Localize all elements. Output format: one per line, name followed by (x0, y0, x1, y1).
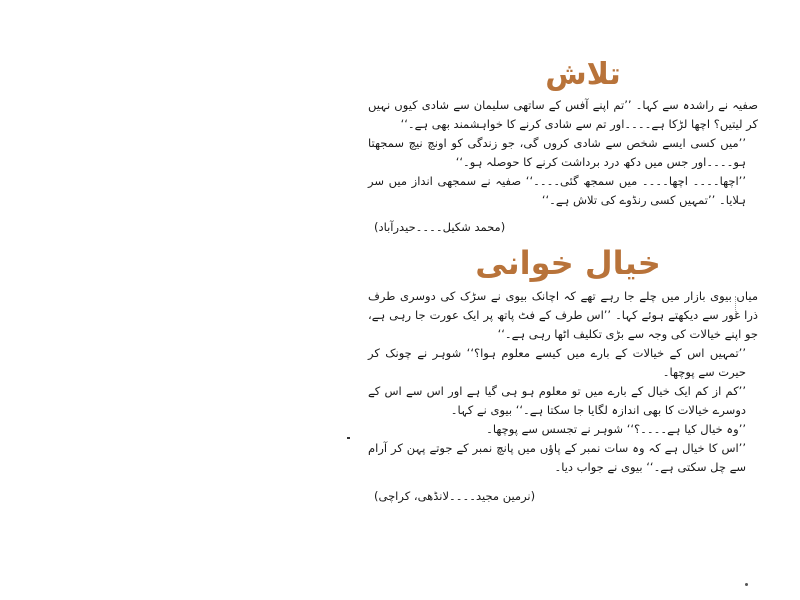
story-paragraph: صفیہ نے راشدہ سے کہا۔ ’’تم اپنے آفس کے ساتھی سلیمان سے شادی کیوں نہیں کر لیتیں؟ اچھا لڑکا ہے۔۔۔۔اور تم سے شادی کرنے کا خواہشمند بھی ہے۔‘‘ (368, 98, 758, 131)
text-column (368, 57, 758, 506)
story-paragraph: ’’وہ خیال کیا ہے۔۔۔۔؟‘‘ شوہر نے تجسس سے پوچھا۔ (486, 422, 746, 436)
story-paragraph: ’’اس کا خیال ہے کہ وہ سات نمبر کے پاؤں میں پانچ نمبر کے جوتے پہن کر آرام سے چل سکتی ہے۔‘‘ بیوی نے جواب دیا۔ (368, 441, 746, 474)
story-paragraph: ’’تمہیں اس کے خیالات کے بارے میں کیسے معلوم ہوا؟‘‘ شوہر نے چونک کر حیرت سے پوچھا۔ (368, 346, 746, 379)
scan-speck (745, 583, 748, 586)
story-title: خیال خوانی (475, 244, 661, 282)
story-paragraph: میاں بیوی بازار میں چلے جا رہے تھے کہ اچانک بیوی نے سڑک کی دوسری طرف ذرا غور سے دیکھتے ہوئے کہا۔ ’’اس طرف کے فٹ پاتھ پر ایک عورت جا رہی ہے، جو اپنے خیالات کی وجہ سے بڑی تکلیف اٹھا رہی ہے۔‘‘ (368, 289, 758, 341)
story-title: تلاش (545, 57, 621, 92)
story-khayal-khwani (368, 244, 758, 506)
story-byline: (نرمین مجید۔۔۔۔لانڈھی، کراچی) (374, 489, 536, 503)
story-paragraph: ’’اچھا۔۔۔۔ اچھا۔۔۔۔ میں سمجھ گئی۔۔۔۔‘‘ صفیہ نے سمجھی انداز میں سر ہلایا۔ ’’تمہیں کسی رنڈوے کی تلاش ہے۔‘‘ (368, 174, 746, 207)
story-byline: (محمد شکیل۔۔۔۔حیدرآباد) (374, 220, 506, 234)
scan-speck (347, 437, 350, 439)
story-paragraph: ’’کم از کم ایک خیال کے بارے میں تو معلوم ہو ہی گیا ہے اور اس سے اس کے دوسرے خیالات کا بھی اندازہ لگایا جا سکتا ہے۔‘‘ بیوی نے کہا۔ (368, 384, 746, 417)
scan-edge-mark (735, 296, 737, 318)
story-talash (368, 57, 758, 237)
story-paragraph: ’’میں کسی ایسے شخص سے شادی کروں گی، جو زندگی کو اونچ نیچ سمجھتا ہو۔۔۔۔اور جس میں دکھ درد برداشت کرنے کا حوصلہ ہو۔‘‘ (368, 136, 746, 169)
